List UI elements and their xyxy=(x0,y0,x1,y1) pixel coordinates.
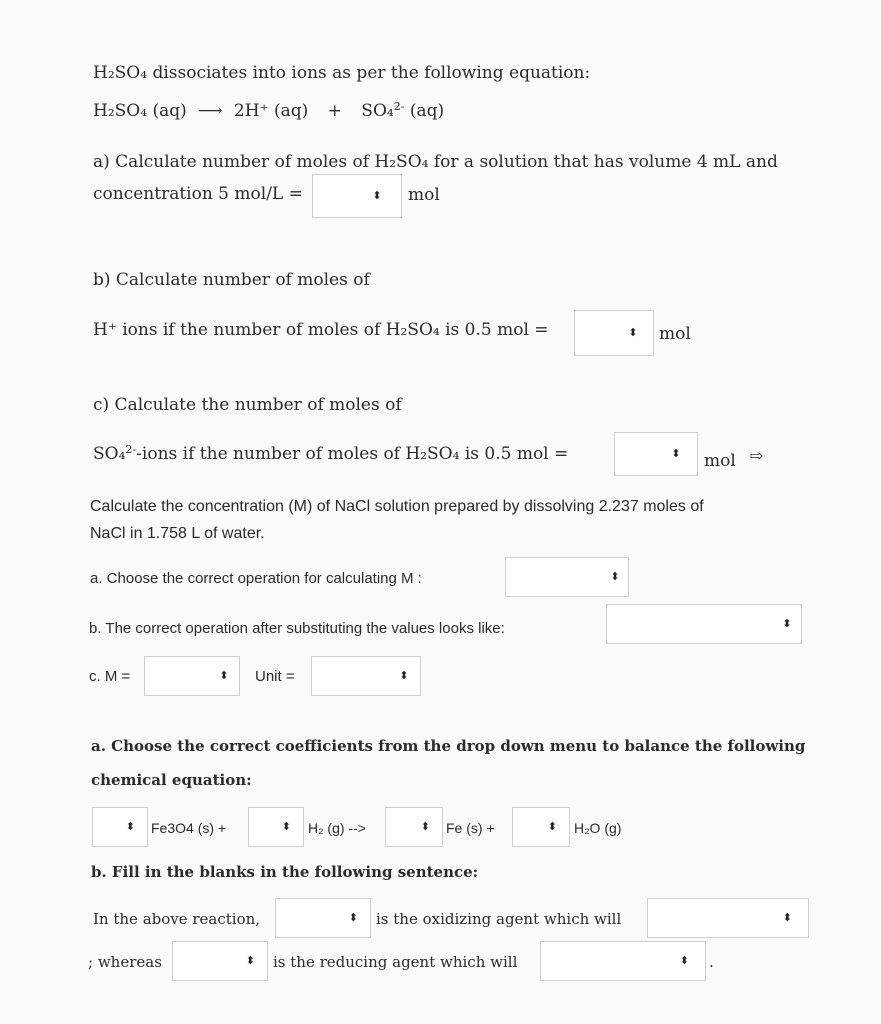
sentence-part2: is the oxidizing agent which will xyxy=(376,910,622,928)
moles-hplus-dropdown[interactable] xyxy=(574,310,654,356)
balance-question-line1: a. Choose the correct coefficients from the drop down menu to balance the following xyxy=(91,737,806,755)
updown-caret-icon: ⬍ xyxy=(610,570,620,583)
question-c-prompt: SO₄$^{2-}$-ions if the number of moles of H₂SO₄ is 0.5 mol = xyxy=(93,443,569,465)
nacl-question-line1: Calculate the concentration (M) of NaCl solution prepared by dissolving 2.237 moles of xyxy=(90,498,704,515)
updown-caret-icon: ⬍ xyxy=(245,954,255,967)
fe-term: Fe (s) + xyxy=(446,820,495,836)
updown-caret-icon: ⬍ xyxy=(547,820,557,833)
unit-label: Unit = xyxy=(255,668,295,685)
unit-mol-a: mol xyxy=(408,185,440,205)
updown-caret-icon: ⬍ xyxy=(420,820,430,833)
question-c-text: c) Calculate the number of moles of xyxy=(93,395,402,415)
oxidizing-action-dropdown[interactable] xyxy=(647,898,809,938)
updown-caret-icon: ⬍ xyxy=(782,617,792,630)
moles-so4-dropdown[interactable] xyxy=(614,432,698,476)
sentence-part1: In the above reaction, xyxy=(93,910,261,928)
updown-caret-icon: ⬍ xyxy=(782,911,792,924)
molarity-dropdown[interactable] xyxy=(144,656,240,696)
operation-label: a. Choose the correct operation for calculating M : xyxy=(90,570,422,587)
operation-dropdown[interactable] xyxy=(505,557,629,597)
question-a-prompt: concentration 5 mol/L = xyxy=(93,184,303,204)
substitution-dropdown[interactable] xyxy=(606,604,802,644)
question-b-prompt: H⁺ ions if the number of moles of H₂SO₄ is 0.5 mol = xyxy=(93,320,549,340)
nacl-question-line2: NaCl in 1.758 L of water. xyxy=(90,525,265,542)
reducing-agent-dropdown[interactable] xyxy=(172,941,268,981)
updown-caret-icon: ⬍ xyxy=(399,669,409,682)
updown-caret-icon: ⬍ xyxy=(348,911,358,924)
updown-caret-icon: ⬍ xyxy=(372,189,382,202)
h2o-term: H₂O (g) xyxy=(574,820,622,836)
question-a-text: a) Calculate number of moles of H₂SO₄ for a solution that has volume 4 mL and xyxy=(93,152,778,172)
updown-caret-icon: ⬍ xyxy=(671,447,681,460)
coefficient-h2-dropdown[interactable] xyxy=(248,807,304,847)
updown-caret-icon: ⬍ xyxy=(219,669,229,682)
h2-term: H₂ (g) --> xyxy=(308,820,366,836)
coefficient-fe3o4-dropdown[interactable] xyxy=(92,807,148,847)
updown-caret-icon: ⬍ xyxy=(628,326,638,339)
coefficient-h2o-dropdown[interactable] xyxy=(512,807,570,847)
sentence-end: . xyxy=(709,953,714,971)
updown-caret-icon: ⬍ xyxy=(125,820,135,833)
updown-caret-icon: ⬍ xyxy=(281,820,291,833)
question-b-text: b) Calculate number of moles of xyxy=(93,270,370,290)
intro-text: H₂SO₄ dissociates into ions as per the following equation: xyxy=(93,63,591,83)
substitution-label: b. The correct operation after substituting the values looks like: xyxy=(89,620,505,637)
molarity-label: c. M = xyxy=(89,668,131,685)
balance-question-line2: chemical equation: xyxy=(91,771,252,789)
unit-mol-b: mol xyxy=(659,324,691,344)
sentence-part4: is the reducing agent which will xyxy=(273,953,518,971)
reducing-action-dropdown[interactable] xyxy=(540,941,706,981)
moles-h2so4-dropdown[interactable] xyxy=(312,174,402,218)
fe3o4-term: Fe3O4 (s) + xyxy=(151,820,227,836)
coefficient-fe-dropdown[interactable] xyxy=(385,807,443,847)
sentence-part3: ; whereas xyxy=(88,953,162,971)
unit-dropdown[interactable] xyxy=(311,656,421,696)
oxidizing-agent-dropdown[interactable] xyxy=(275,898,371,938)
cursor-icon: ⇨ xyxy=(750,448,764,465)
fill-blanks-label: b. Fill in the blanks in the following sentence: xyxy=(91,863,479,881)
updown-caret-icon: ⬍ xyxy=(679,954,689,967)
dissociation-equation: H₂SO₄ (aq) ⟶ 2H⁺ (aq) + SO₄$^{2-}$ (aq) xyxy=(93,100,445,122)
unit-mol-c: mol xyxy=(704,451,736,471)
